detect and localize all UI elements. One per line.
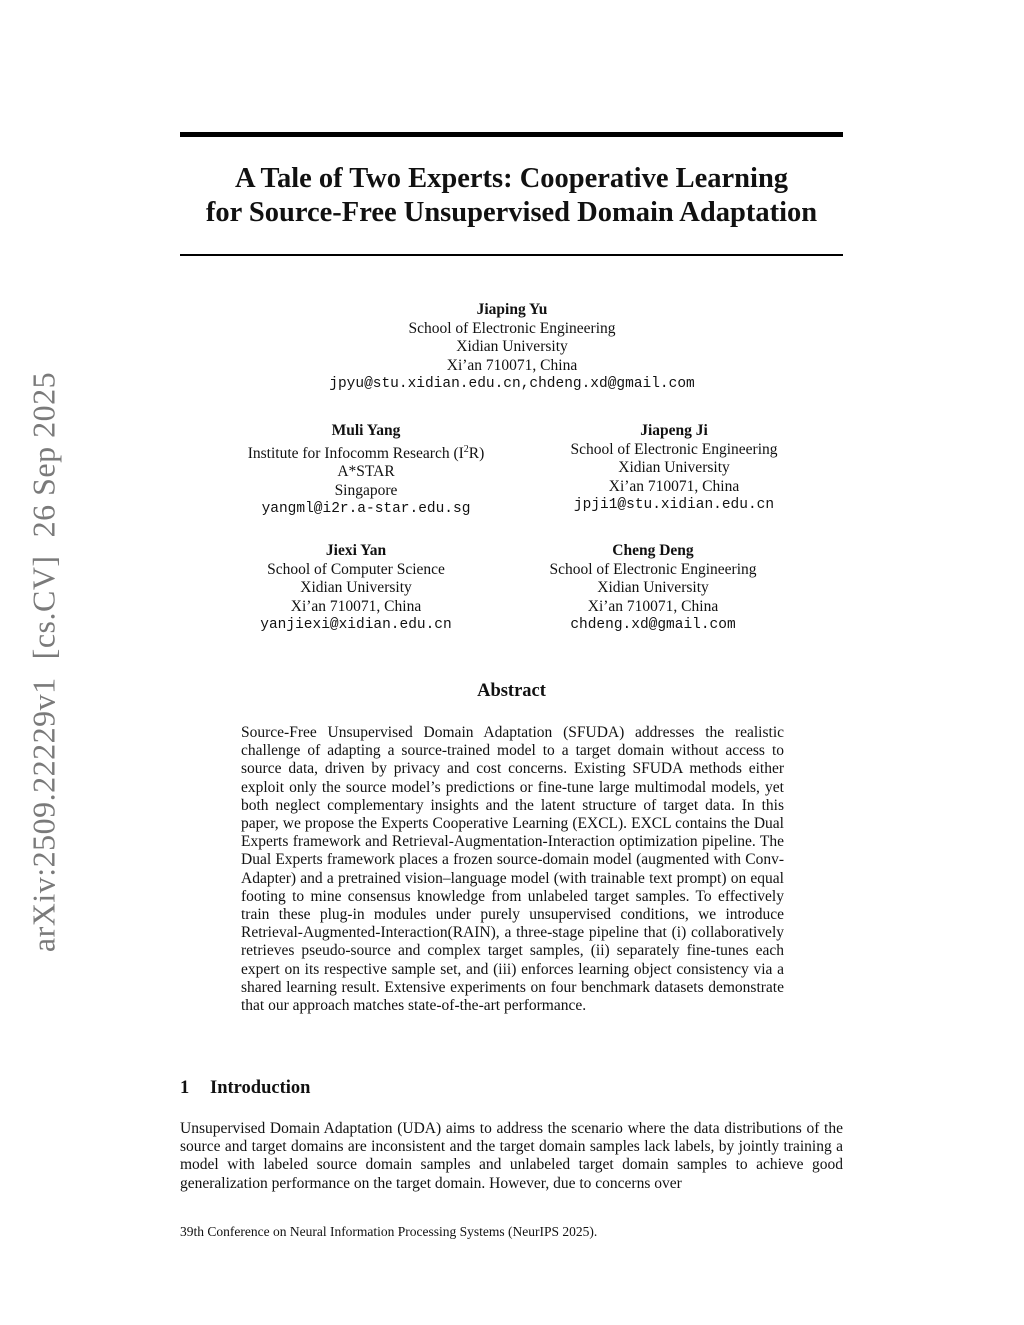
author-institution: Xidian University	[300, 579, 412, 596]
author-address: Xi’an 710071, China	[446, 356, 578, 374]
author-affiliation: Institute for Infocomm Research $(I^2R)$	[247, 443, 485, 462]
author-name: Jiaping Yu	[476, 301, 548, 318]
arxiv-id[interactable]: arXiv:2509.22229v1	[25, 677, 62, 953]
author-name: Muli Yang	[331, 422, 401, 439]
author-institution: Xidian University	[456, 338, 568, 355]
author-email[interactable]: jpyu@stu.xidian.edu.cn,chdeng.xd@gmail.com	[329, 376, 695, 392]
author-email[interactable]: yangml@i2r.a-star.edu.sg	[261, 501, 471, 518]
author-email[interactable]: chdeng.xd@gmail.com	[570, 617, 736, 633]
author-affiliation: School of Electronic Engineering	[549, 560, 757, 578]
author-block-jiaping-yu	[262, 301, 762, 394]
section-title: Introduction	[210, 1078, 311, 1098]
section-number: 1	[180, 1078, 190, 1098]
author-name: Jiapeng Ji	[640, 422, 708, 439]
introduction-paragraph: Unsupervised Domain Adaptation (UDA) aims to address the scenario where the data distributions of the source and target domains are inconsistent and the target domain samples lack labels, by jointly training a model with labeled source domain samples and unlabeled target domain samples to achieve good generalization performance on the target domain. However, due to concerns over	[180, 1120, 843, 1192]
author-block-jiapeng-ji	[524, 422, 824, 515]
author-address: Xi’an 710071, China	[608, 477, 740, 495]
abstract-body: Source-Free Unsupervised Domain Adaptation (SFUDA) addresses the realistic challenge of adapting a source-trained model to a target domain without access to source data, driven by privacy and cost concerns. Existing SFUDA methods either exploit only the source model’s predictions or fine-tune large multimodal models, yet both neglect complementary insights and the latent structure of target data. In this paper, we propose the Experts Cooperative Learning (EXCL). EXCL contains the Dual Experts framework and Retrieval-Augmentation-Interaction optimization pipeline. The Dual Experts framework places a frozen source-domain model (augmented with Conv-Adapter) and a pretrained vision–language model (with trainable text prompt) on equal footing to mine consensus knowledge from unlabeled target samples. To effectively train these plug-in modules under purely unsupervised conditions, we introduce Retrieval-Augmented-Interaction(RAIN), a three-stage pipeline that (i) collaboratively retrieves pseudo-source and complex target samples, (ii) separately fine-tunes each expert on its respective sample set, and (iii) enforces learning object consistency via a shared learning result. Extensive experiments on four benchmark datasets demonstrate that our approach matches state-of-the-art performance.	[241, 724, 784, 1015]
author-address: Xi’an 710071, China	[290, 597, 422, 615]
author-institution: Xidian University	[597, 579, 709, 596]
conference-footnote: 39th Conference on Neural Information Processing Systems (NeurIPS 2025).	[180, 1224, 598, 1239]
author-address: Singapore	[334, 481, 398, 499]
author-institution: Xidian University	[618, 459, 730, 476]
paper-title	[180, 162, 843, 230]
author-block-jiexi-yan	[206, 542, 506, 635]
title-line-1: A Tale of Two Experts: Cooperative Learning	[234, 163, 789, 194]
author-affiliation: School of Computer Science	[267, 560, 445, 578]
arxiv-date: 26 Sep 2025	[25, 371, 62, 538]
author-email[interactable]: yanjiexi@xidian.edu.cn	[260, 617, 452, 633]
author-affiliation: School of Electronic Engineering	[408, 319, 616, 337]
author-institution: A*STAR	[337, 463, 395, 481]
author-name: Cheng Deng	[612, 542, 694, 559]
author-address: Xi’an 710071, China	[587, 597, 719, 615]
arxiv-category: [cs.CV]	[25, 555, 62, 660]
author-block-cheng-deng	[503, 542, 803, 635]
author-block-muli-yang	[216, 422, 516, 519]
title-top-rule	[180, 132, 843, 137]
arxiv-sidebar-stamp	[26, 372, 63, 952]
author-name: Jiexi Yan	[325, 542, 387, 559]
title-bottom-rule	[180, 254, 843, 256]
section-heading-introduction	[180, 1078, 310, 1099]
author-email[interactable]: jpji1@stu.xidian.edu.cn	[573, 497, 775, 513]
author-affiliation: School of Electronic Engineering	[570, 440, 778, 458]
title-line-2: for Source-Free Unsupervised Domain Adaptation	[205, 197, 818, 228]
abstract-heading: Abstract	[477, 681, 546, 701]
